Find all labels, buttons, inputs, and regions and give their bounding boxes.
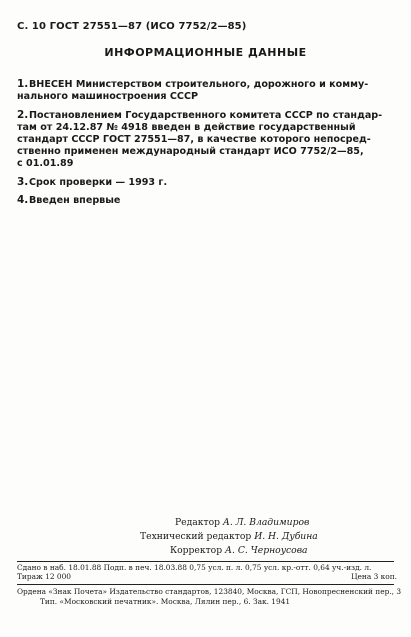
item-continuation-line: стандарт СССР ГОСТ 27551—87, в качестве которого непосред-	[17, 134, 371, 145]
item-number: 3.	[17, 176, 29, 188]
editor-credit	[175, 516, 309, 530]
imprint-bottom-rule	[17, 584, 394, 585]
item-continuation-line: нального машиностроения СССР	[17, 91, 199, 102]
item-number: 1.	[17, 78, 29, 90]
proofreader-name: А. С. Черноусова	[225, 545, 308, 556]
imprint-top-rule	[17, 561, 394, 562]
imprint-circulation-row	[17, 572, 397, 582]
tech-editor-role: Технический редактор	[140, 531, 252, 542]
tech-editor-credit	[140, 530, 318, 544]
tech-editor-name: И. Н. Дубина	[254, 531, 318, 542]
imprint-publisher: Ордена «Знак Почета» Издательство стандартов, 123840, Москва, ГСП, Новопресненский пер., 3	[17, 587, 402, 596]
editor-name: А. Л. Владимиров	[222, 517, 310, 528]
editor-role: Редактор	[175, 517, 220, 528]
imprint-circulation: Тираж 12 000	[17, 572, 72, 581]
item-first-line: ВНЕСЕН Министерством строительного, дорожного и комму-	[29, 79, 369, 90]
page-header: С. 10 ГОСТ 27551—87 (ИСО 7752/2—85)	[17, 21, 247, 32]
imprint-printer: Тип. «Московский печатник». Москва, Лялин пер., 6. Зак. 1941	[40, 597, 291, 606]
item-number: 4.	[17, 194, 29, 206]
item-text: Введен впервые	[29, 195, 121, 206]
imprint-print-data: Сдано в наб. 18.01.88 Подп. в печ. 18.03.88 0,75 усл. п. л. 0,75 усл. кр.-отт. 0,64 уч.-изд. л.	[17, 563, 372, 572]
item-first-line: Постановлением Государственного комитета СССР по стандар-	[29, 110, 383, 121]
item-continuation-line: там от 24.12.87 № 4918 введен в действие государственный	[17, 122, 356, 133]
item-continuation-line: ственно применен международный стандарт ИСО 7752/2—85,	[17, 146, 364, 157]
item-text: Срок проверки — 1993 г.	[29, 177, 168, 188]
item-number: 2.	[17, 109, 29, 121]
item-continuation-line: с 01.01.89	[17, 158, 74, 169]
imprint-price: Цена 3 коп.	[351, 572, 397, 581]
proofreader-credit	[170, 544, 308, 558]
proofreader-role: Корректор	[170, 545, 223, 556]
section-title: ИНФОРМАЦИОННЫЕ ДАННЫЕ	[104, 46, 307, 59]
